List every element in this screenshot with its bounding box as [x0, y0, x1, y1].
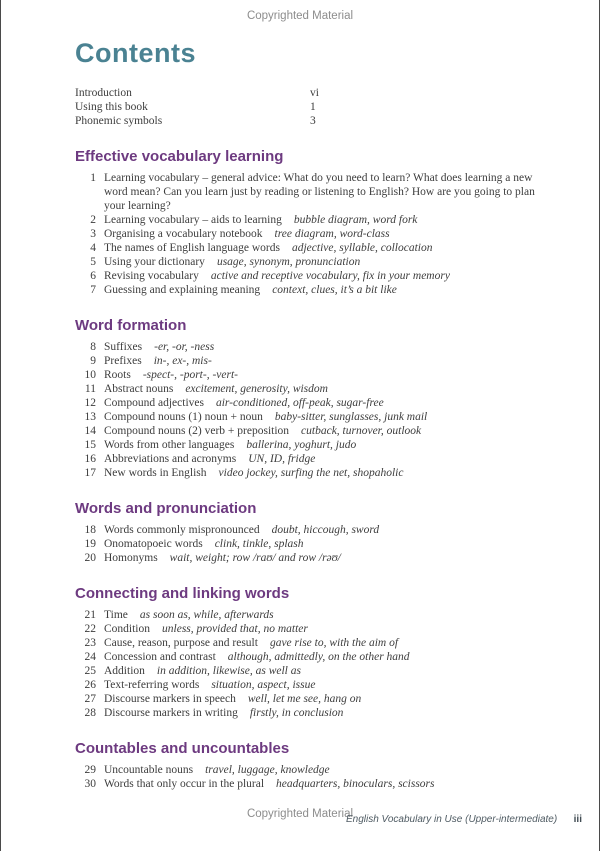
item-examples: excitement, generosity, wisdom — [185, 383, 328, 395]
item-title: Words commonly mispronounced — [104, 524, 260, 536]
item-body — [104, 410, 427, 424]
item-number: 10 — [84, 369, 96, 381]
item-number: 30 — [84, 778, 96, 790]
item-body — [104, 650, 410, 664]
item-title: Addition — [104, 665, 145, 677]
toc-section — [75, 740, 555, 791]
item-examples: baby-sitter, sunglasses, junk mail — [274, 411, 428, 423]
item-title: Abstract nouns — [104, 383, 174, 395]
toc-item — [75, 382, 555, 396]
toc-item — [75, 368, 555, 382]
item-number: 19 — [84, 538, 96, 550]
item-body — [104, 354, 212, 368]
toc-item — [75, 354, 555, 368]
toc-item — [75, 523, 555, 537]
item-title: The names of English language words — [104, 242, 280, 254]
toc-item — [75, 396, 555, 410]
item-title: Condition — [104, 623, 151, 635]
item-examples: active and receptive vocabulary, fix in your memory — [210, 270, 450, 282]
item-title: Words from other languages — [104, 439, 235, 451]
toc-item — [75, 410, 555, 424]
item-examples: unless, provided that, no matter — [162, 623, 308, 635]
item-title: Homonyms — [104, 552, 158, 564]
item-examples: as soon as, while, afterwards — [139, 609, 274, 621]
item-body — [104, 269, 450, 283]
item-number: 13 — [84, 411, 96, 423]
item-number: 23 — [84, 637, 96, 649]
item-examples: adjective, syllable, collocation — [291, 242, 433, 254]
footer-right-group — [346, 809, 582, 827]
item-body — [104, 213, 417, 227]
toc-item — [75, 241, 555, 255]
toc-item — [75, 664, 555, 678]
section-items — [75, 340, 555, 480]
item-title: Learning vocabulary – general advice: What do you need to learn? What does learning a new word mean? Can you learn just by reading or listening to English? How are you going to plan your learning? — [104, 172, 535, 212]
item-examples: firstly, in conclusion — [249, 707, 344, 719]
item-examples: situation, aspect, issue — [211, 679, 316, 691]
toc-section — [75, 585, 555, 720]
front-matter-page: vi — [310, 87, 319, 99]
front-matter-row — [75, 114, 555, 128]
item-title: Words that only occur in the plural — [104, 778, 265, 790]
item-body — [104, 340, 214, 354]
item-body — [104, 692, 361, 706]
item-number: 1 — [90, 172, 96, 184]
item-body — [104, 777, 435, 791]
item-title: Abbreviations and acronyms — [104, 453, 237, 465]
item-number: 17 — [84, 467, 96, 479]
item-examples: -spect-, -port-, -vert- — [142, 369, 238, 381]
item-number: 29 — [84, 764, 96, 776]
item-title: Roots — [104, 369, 131, 381]
front-matter-page: 1 — [310, 101, 316, 113]
item-title: Uncountable nouns — [104, 764, 194, 776]
toc-content — [75, 0, 555, 791]
item-examples: video jockey, surfing the net, shopaholic — [218, 467, 404, 479]
item-examples: bubble diagram, word fork — [293, 214, 418, 226]
front-matter-row — [75, 100, 555, 114]
section-items — [75, 171, 555, 297]
item-number: 27 — [84, 693, 96, 705]
toc-item — [75, 424, 555, 438]
item-body — [104, 664, 301, 678]
item-number: 9 — [90, 355, 96, 367]
toc-section — [75, 500, 555, 565]
toc-item — [75, 763, 555, 777]
item-body — [104, 622, 308, 636]
toc-item — [75, 608, 555, 622]
toc-item — [75, 438, 555, 452]
toc-item — [75, 283, 555, 297]
item-number: 18 — [84, 524, 96, 536]
section-heading: Words and pronunciation — [75, 500, 257, 517]
item-body — [104, 283, 397, 297]
item-title: Compound nouns (1) noun + noun — [104, 411, 263, 423]
item-examples: in-, ex-, mis- — [153, 355, 212, 367]
item-number: 5 — [90, 256, 96, 268]
toc-item — [75, 622, 555, 636]
item-examples: cutback, turnover, outlook — [301, 425, 422, 437]
front-matter-list — [75, 86, 555, 128]
item-examples: travel, luggage, knowledge — [205, 764, 330, 776]
item-body — [104, 608, 274, 622]
item-number: 12 — [84, 397, 96, 409]
item-examples: ballerina, yoghurt, judo — [246, 439, 357, 451]
item-number: 25 — [84, 665, 96, 677]
item-examples: usage, synonym, pronunciation — [216, 256, 361, 268]
toc-item — [75, 171, 555, 213]
section-heading: Countables and uncountables — [75, 740, 290, 757]
item-title: New words in English — [104, 467, 207, 479]
item-examples: UN, ID, fridge — [248, 453, 316, 465]
item-body — [104, 763, 330, 777]
item-body — [104, 523, 379, 537]
item-title: Discourse markers in speech — [104, 693, 236, 705]
item-number: 11 — [84, 383, 96, 395]
item-number: 20 — [84, 552, 96, 564]
item-body — [104, 678, 315, 692]
item-body — [104, 171, 554, 213]
section-items — [75, 523, 555, 565]
item-number: 6 — [90, 270, 96, 282]
item-title: Discourse markers in writing — [104, 707, 238, 719]
toc-item — [75, 466, 555, 480]
section-heading: Effective vocabulary learning — [75, 148, 284, 165]
section-items — [75, 608, 555, 720]
item-body — [104, 636, 398, 650]
section-items — [75, 763, 555, 791]
item-title: Learning vocabulary – aids to learning — [104, 214, 282, 226]
toc-item — [75, 650, 555, 664]
toc-item — [75, 213, 555, 227]
toc-section — [75, 317, 555, 480]
page-footer — [0, 808, 600, 828]
item-number: 22 — [84, 623, 96, 635]
section-heading: Word formation — [75, 317, 187, 334]
item-title: Concession and contrast — [104, 651, 216, 663]
item-examples: air-conditioned, off-peak, sugar-free — [215, 397, 384, 409]
toc-item — [75, 227, 555, 241]
item-body — [104, 551, 341, 565]
item-number: 16 — [84, 453, 96, 465]
item-number: 21 — [84, 609, 96, 621]
item-examples: doubt, hiccough, sword — [271, 524, 380, 536]
item-title: Suffixes — [104, 341, 143, 353]
item-number: 2 — [90, 214, 96, 226]
item-number: 26 — [84, 679, 96, 691]
item-examples: -er, -or, -ness — [154, 341, 215, 353]
toc-item — [75, 537, 555, 551]
item-title: Revising vocabulary — [104, 270, 199, 282]
item-body — [104, 396, 384, 410]
item-number: 15 — [84, 439, 96, 451]
item-title: Text-referring words — [104, 679, 200, 691]
toc-item — [75, 551, 555, 565]
item-title: Guessing and explaining meaning — [104, 284, 261, 296]
toc-sections — [75, 148, 555, 791]
item-body — [104, 368, 238, 382]
page-edge-left — [0, 0, 1, 851]
item-title: Cause, reason, purpose and result — [104, 637, 258, 649]
item-number: 4 — [90, 242, 96, 254]
item-body — [104, 706, 343, 720]
item-examples: clink, tinkle, splash — [214, 538, 304, 550]
item-examples: although, admittedly, on the other hand — [227, 651, 410, 663]
toc-item — [75, 777, 555, 791]
item-title: Onomatopoeic words — [104, 538, 203, 550]
copyright-banner-top: Copyrighted Material — [246, 10, 354, 22]
item-title: Prefixes — [104, 355, 142, 367]
item-title: Time — [104, 609, 128, 621]
book-title: English Vocabulary in Use (Upper-intermediate) — [345, 814, 558, 825]
page-number: iii — [573, 814, 582, 825]
item-body — [104, 452, 315, 466]
item-examples: tree diagram, word-class — [274, 228, 390, 240]
item-title: Compound adjectives — [104, 397, 204, 409]
toc-item — [75, 452, 555, 466]
section-heading: Connecting and linking words — [75, 585, 290, 602]
item-number: 7 — [90, 284, 96, 296]
toc-item — [75, 636, 555, 650]
item-body — [104, 227, 390, 241]
front-matter-page: 3 — [310, 115, 316, 127]
item-body — [104, 424, 421, 438]
item-examples: in addition, likewise, as well as — [156, 665, 301, 677]
item-title: Using your dictionary — [104, 256, 205, 268]
item-examples: context, clues, it’s a bit like — [272, 284, 397, 296]
item-number: 3 — [90, 228, 96, 240]
front-matter-label: Phonemic symbols — [75, 115, 163, 127]
item-body — [104, 537, 304, 551]
front-matter-label: Introduction — [75, 87, 132, 99]
item-number: 28 — [84, 707, 96, 719]
item-examples: gave rise to, with the aim of — [269, 637, 399, 649]
item-body — [104, 438, 356, 452]
toc-item — [75, 678, 555, 692]
item-title: Compound nouns (2) verb + preposition — [104, 425, 290, 437]
item-number: 14 — [84, 425, 96, 437]
page-title: Contents — [75, 38, 196, 68]
item-examples: well, let me see, hang on — [247, 693, 362, 705]
item-number: 8 — [90, 341, 96, 353]
toc-item — [75, 692, 555, 706]
toc-item — [75, 255, 555, 269]
item-body — [104, 466, 403, 480]
toc-item — [75, 706, 555, 720]
item-number: 24 — [84, 651, 96, 663]
item-title: Organising a vocabulary notebook — [104, 228, 263, 240]
item-body — [104, 382, 328, 396]
item-body — [104, 241, 433, 255]
toc-section — [75, 148, 555, 297]
front-matter-row — [75, 86, 555, 100]
front-matter-label: Using this book — [75, 101, 148, 113]
toc-item — [75, 269, 555, 283]
item-body — [104, 255, 360, 269]
item-examples: headquarters, binoculars, scissors — [276, 778, 435, 790]
copyright-banner-bottom: Copyrighted Material — [246, 808, 354, 820]
item-examples: wait, weight; row /raʊ/ and row /rəʊ/ — [169, 552, 341, 564]
toc-item — [75, 340, 555, 354]
